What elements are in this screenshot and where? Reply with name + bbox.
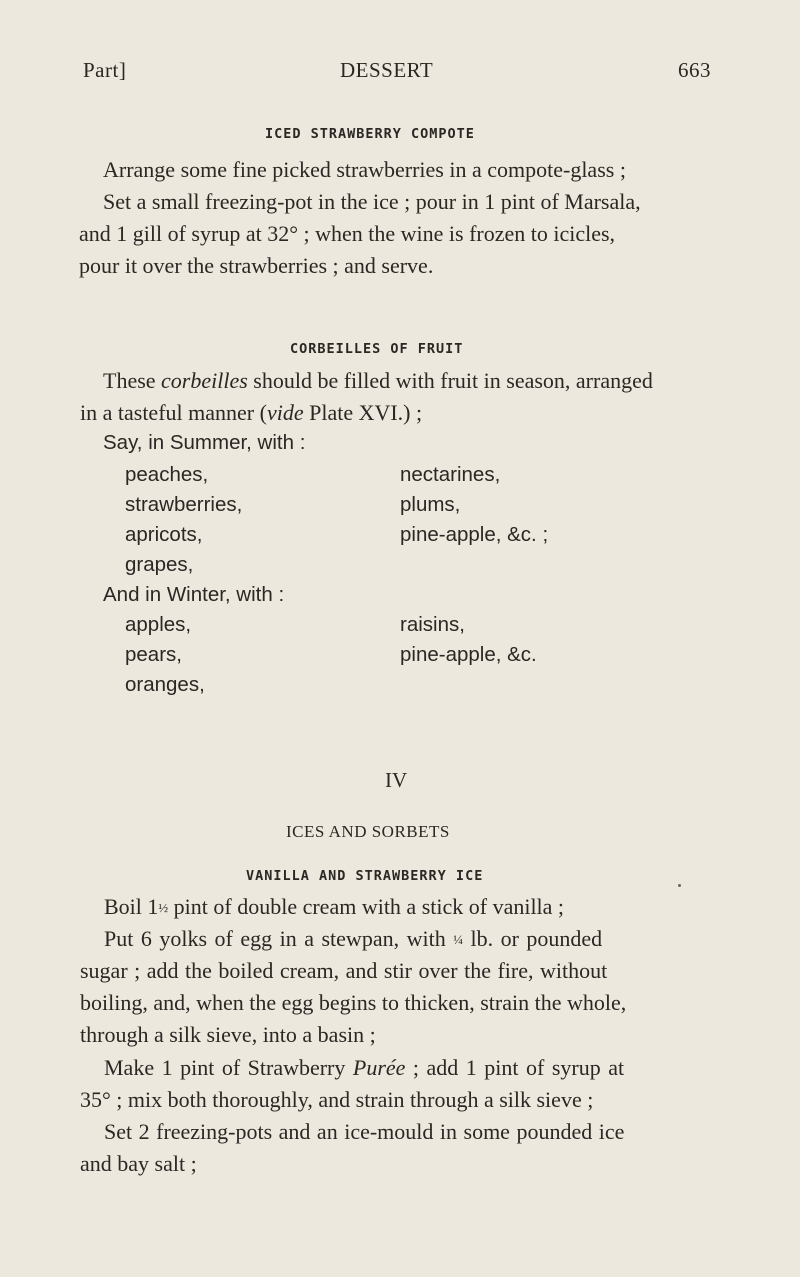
summer-item-left: apricots, <box>125 523 203 546</box>
running-header-title: DESSERT <box>340 58 434 82</box>
winter-item-left: apples, <box>125 613 192 636</box>
recipe-text: pint of double cream with a stick of vanilla ; <box>168 894 565 919</box>
summer-item-right: plums, <box>400 493 461 516</box>
fraction: ¼ <box>453 932 463 947</box>
ink-speck <box>678 884 681 887</box>
compote-line-2: Set a small freezing-pot in the ice ; pour in 1 pint of Marsala, <box>103 189 641 214</box>
recipe-text: Make 1 pint of Strawberry <box>104 1055 353 1080</box>
summer-item-left: strawberries, <box>125 493 243 516</box>
running-header-left: Part] <box>83 58 127 82</box>
fraction: ½ <box>158 900 169 915</box>
winter-item-right: raisins, <box>400 613 465 636</box>
vanilla-para-4-line-2: and bay salt ; <box>80 1151 197 1176</box>
vanilla-para-2-line-3: boiling, and, when the egg begins to thicken, strain the whole, <box>80 990 627 1015</box>
vanilla-para-2-line-1 <box>104 923 602 956</box>
recipe-text: Put 6 yolks of egg in a stewpan, with <box>104 926 454 951</box>
vanilla-para-2-line-2: sugar ; add the boiled cream, and stir over the fire, without <box>80 958 608 983</box>
intro-text: should be filled with fruit in season, arranged <box>247 368 653 393</box>
summer-item-right: nectarines, <box>400 463 501 486</box>
recipe-text: ; add 1 pint of syrup at <box>405 1055 625 1080</box>
recipe-text: lb. or pounded <box>462 926 603 951</box>
intro-text: Plate XVI.) ; <box>303 400 423 425</box>
recipe-text: Boil 1 <box>104 894 159 919</box>
section-heading-compote: ICED STRAWBERRY COMPOTE <box>265 126 475 142</box>
vanilla-para-2-line-4: through a silk sieve, into a basin ; <box>80 1022 376 1047</box>
winter-item-left: pears, <box>125 643 182 666</box>
winter-item-left: oranges, <box>125 673 205 696</box>
chapter-number: IV <box>385 768 408 792</box>
page-number: 663 <box>678 58 711 82</box>
summer-item-right: pine-apple, &c. ; <box>400 523 549 546</box>
vanilla-para-3-line-1 <box>104 1052 624 1084</box>
winter-item-right: pine-apple, &c. <box>400 643 537 666</box>
compote-line-4: pour it over the strawberries ; and serve. <box>79 253 434 278</box>
vanilla-para-4-line-1: Set 2 freezing-pots and an ice-mould in some pounded ice <box>104 1119 625 1144</box>
corbeilles-intro-line-2 <box>80 397 422 429</box>
summer-item-left: grapes, <box>125 553 194 576</box>
recipe-italic: Purée <box>352 1055 406 1080</box>
compote-paragraph <box>79 154 719 282</box>
vanilla-para-3-line-2: 35° ; mix both thoroughly, and strain through a silk sieve ; <box>80 1087 594 1112</box>
intro-text: in a tasteful manner ( <box>80 400 267 425</box>
section-heading-vanilla: VANILLA AND STRAWBERRY ICE <box>246 868 484 884</box>
intro-italic: vide <box>266 400 304 425</box>
summer-item-left: peaches, <box>125 463 209 486</box>
winter-label: And in Winter, with : <box>103 583 285 606</box>
vanilla-para-1 <box>104 891 564 924</box>
intro-italic: corbeilles <box>161 368 248 393</box>
intro-text: These <box>103 368 162 393</box>
section-heading-corbeilles: CORBEILLES OF FRUIT <box>290 341 464 357</box>
corbeilles-intro-line-1 <box>103 365 653 397</box>
compote-line-3: and 1 gill of syrup at 32° ; when the wine is frozen to icicles, <box>79 221 616 246</box>
compote-line-1: Arrange some fine picked strawberries in a compote-glass ; <box>103 157 626 182</box>
chapter-title: ICES AND SORBETS <box>286 822 450 841</box>
summer-label: Say, in Summer, with : <box>103 431 306 454</box>
